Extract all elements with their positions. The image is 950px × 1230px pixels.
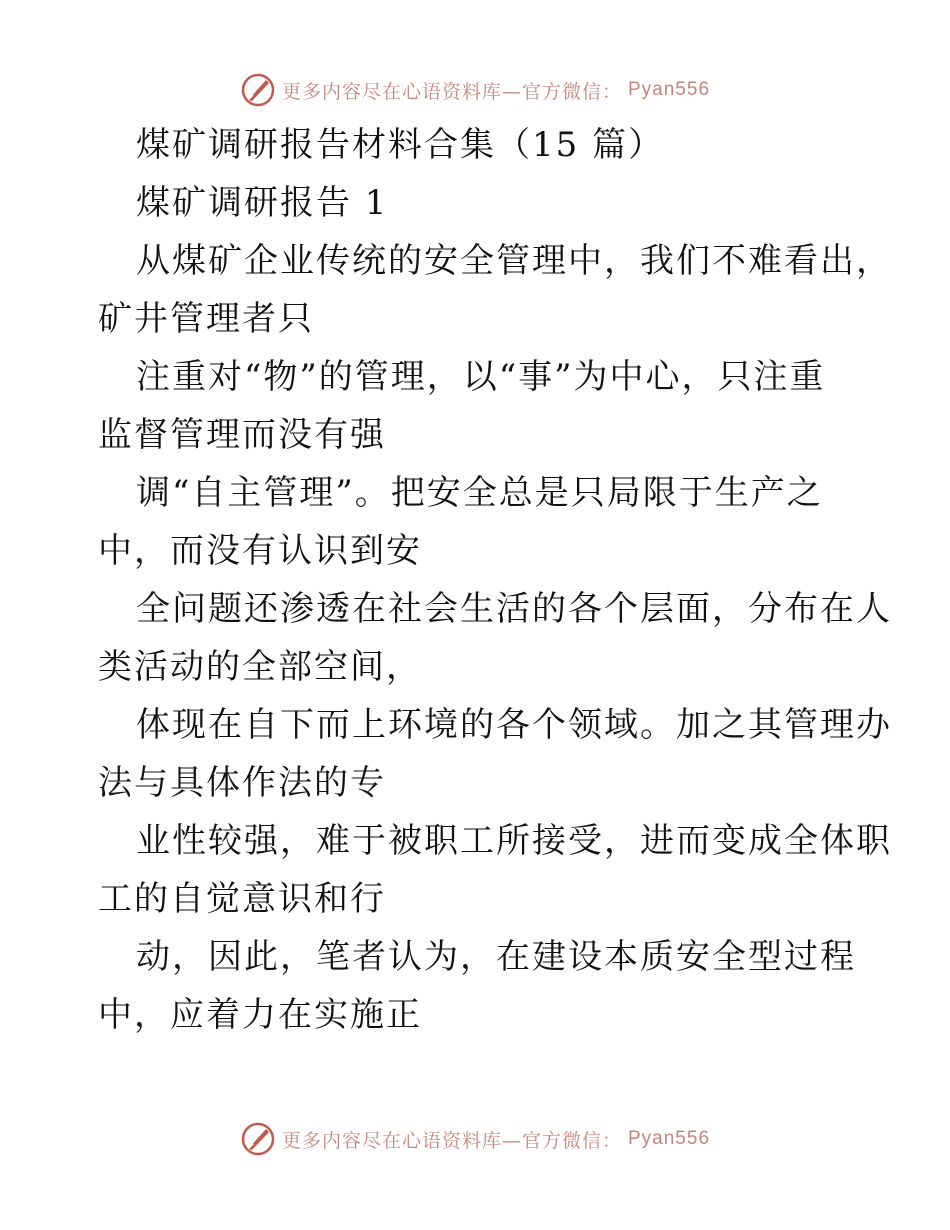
- watermark-wechat-id: Pyan556: [628, 79, 711, 100]
- watermark-wechat-id: Pyan556: [628, 1128, 711, 1149]
- footer-watermark-banner: [0, 1119, 950, 1159]
- paragraph-line: 全问题还渗透在社会生活的各个层面，分布在人: [136, 589, 892, 629]
- paragraph-line: 法与具体作法的专: [98, 763, 386, 803]
- feather-pen-logo-icon: [240, 1121, 276, 1157]
- paragraph-line: 监督管理而没有强: [98, 415, 386, 455]
- paragraph-line: 调“自主管理”。把安全总是只局限于生产之: [136, 473, 823, 513]
- paragraph-line: 从煤矿企业传统的安全管理中，我们不难看出，: [136, 241, 892, 281]
- paragraph-line: 体现在自下而上环境的各个领域。加之其管理办: [136, 705, 892, 745]
- paragraph-line: 工的自觉意识和行: [98, 879, 386, 919]
- watermark-text: 更多内容尽在心语资料库—官方微信：: [281, 80, 622, 103]
- section-heading: 煤矿调研报告 1: [136, 183, 389, 223]
- header-watermark-banner: [0, 70, 950, 110]
- feather-pen-logo-icon: [240, 72, 276, 108]
- watermark-text: 更多内容尽在心语资料库—官方微信：: [281, 1129, 622, 1152]
- paragraph-line: 注重对“物”的管理，以“事”为中心，只注重: [136, 357, 826, 397]
- paragraph-line: 动，因此，笔者认为，在建设本质安全型过程: [136, 937, 856, 977]
- paragraph-line: 业性较强，难于被职工所接受，进而变成全体职: [136, 821, 892, 861]
- paragraph-line: 中，而没有认识到安: [98, 531, 422, 571]
- document-body: [98, 116, 892, 1044]
- paragraph-line: 矿井管理者只: [98, 299, 314, 339]
- paragraph-line: 类活动的全部空间，: [98, 647, 422, 687]
- paragraph-line: 中，应着力在实施正: [98, 995, 422, 1035]
- document-title: 煤矿调研报告材料合集（15 篇）: [136, 125, 665, 165]
